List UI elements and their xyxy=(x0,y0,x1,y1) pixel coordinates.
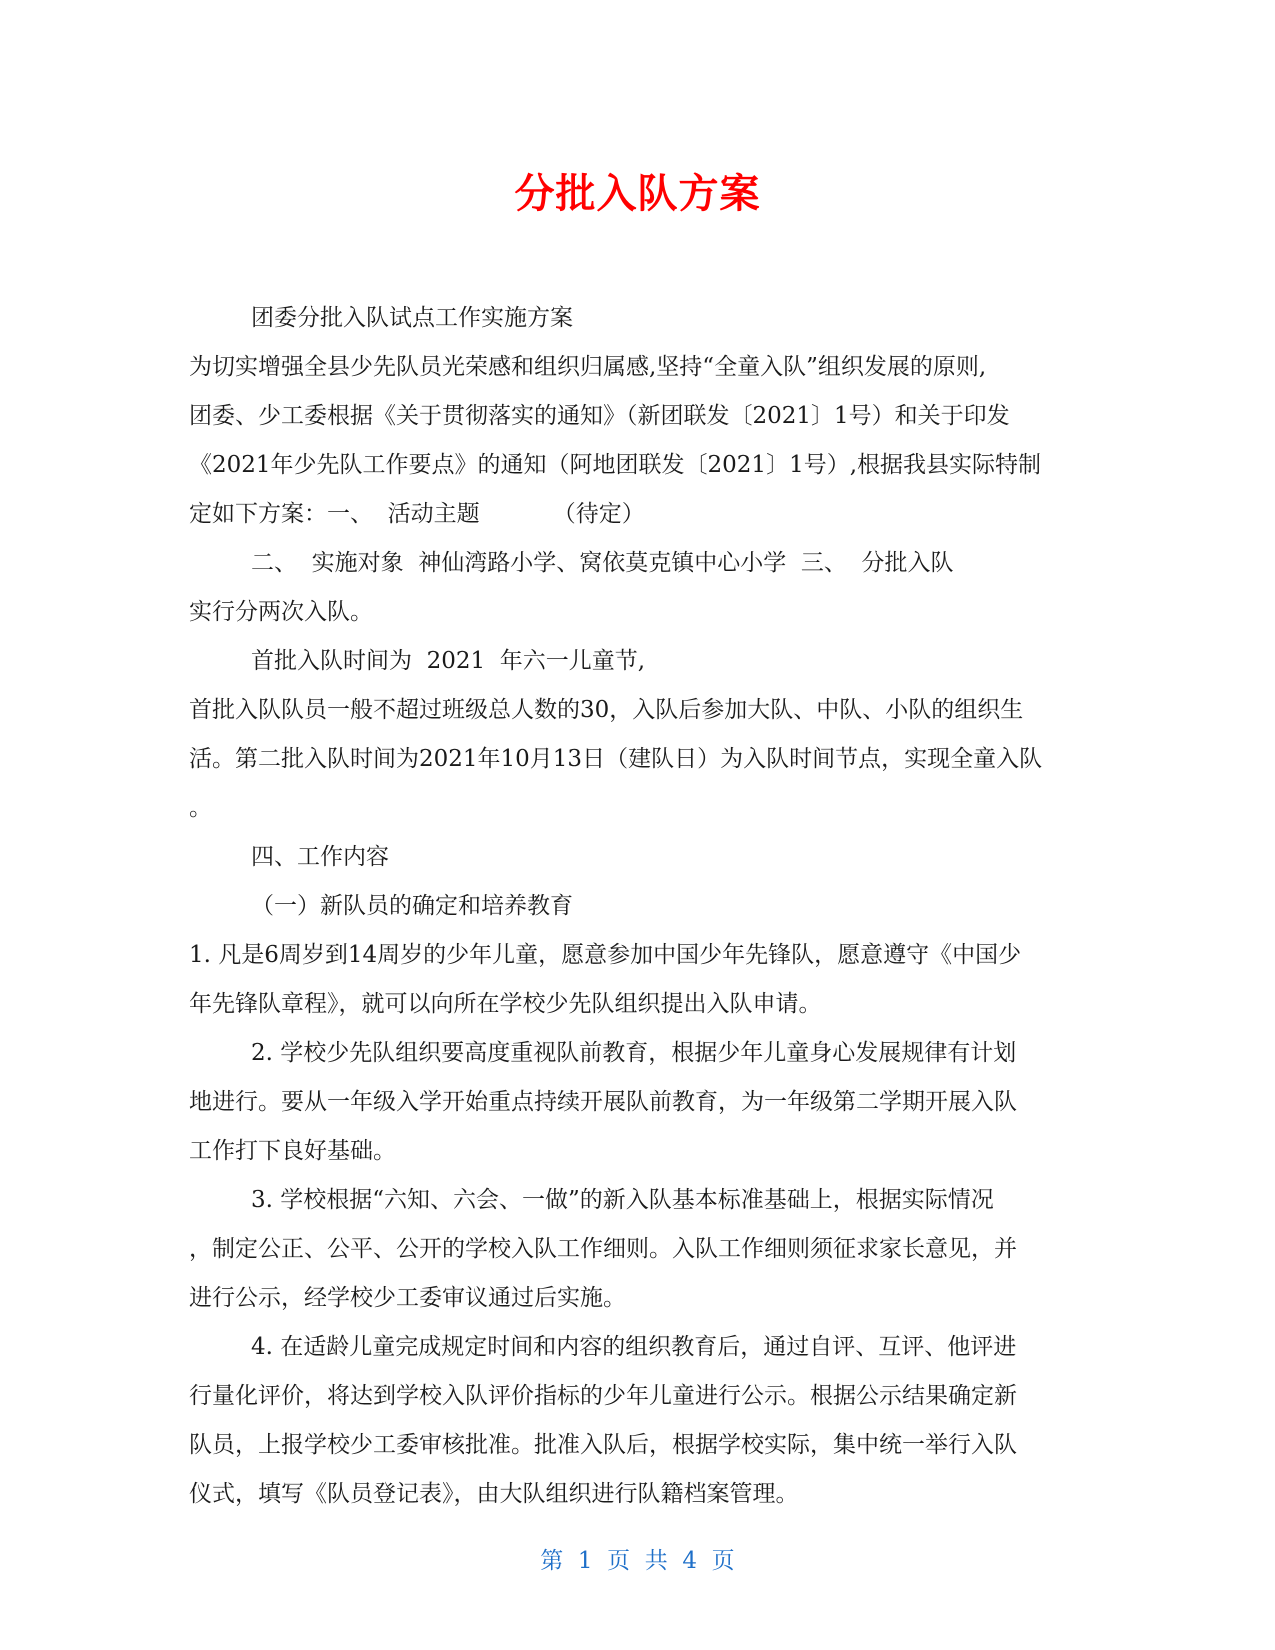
document-title: 分批入队方案 xyxy=(514,171,761,217)
paragraph-line: 行量化评价，将达到学校入队评价指标的少年儿童进行公示。根据公示结果确定新 xyxy=(189,1383,1017,1409)
paragraph-line: 首批入队时间为 2021 年六一儿童节, xyxy=(251,648,646,674)
paragraph-line: 团委分批入队试点工作实施方案 xyxy=(251,305,573,331)
paragraph-line: ，制定公正、公平、公开的学校入队工作细则。入队工作细则须征求家长意见，并 xyxy=(189,1236,1017,1262)
paragraph-line: 定如下方案：一、 活动主题 （待定） xyxy=(189,501,645,527)
paragraph-line: 活。第二批入队时间为2021年10月13日（建队日）为入队时间节点，实现全童入队 xyxy=(189,746,1043,772)
paragraph-line: 3. 学校根据“六知、六会、一做”的新入队基本标准基础上，根据实际情况 xyxy=(251,1187,994,1213)
paragraph-line: 团委、少工委根据《关于贯彻落实的通知》（新团联发〔2021〕1号）和关于印发 xyxy=(189,403,1010,429)
paragraph-line: 二、 实施对象 神仙湾路小学、窝依莫克镇中心小学 三、 分批入队 xyxy=(251,550,954,576)
paragraph-line: 2. 学校少先队组织要高度重视队前教育，根据少年儿童身心发展规律有计划 xyxy=(251,1040,1017,1066)
paragraph-line: 队员，上报学校少工委审核批准。批准入队后，根据学校实际，集中统一举行入队 xyxy=(189,1432,1017,1458)
paragraph-line: 为切实增强全县少先队员光荣感和组织归属感,坚持“全童入队”组织发展的原则, xyxy=(189,354,987,380)
paragraph-line: 1. 凡是6周岁到14周岁的少年儿童，愿意参加中国少年先锋队，愿意遵守《中国少 xyxy=(189,942,1022,968)
paragraph-line: 4. 在适龄儿童完成规定时间和内容的组织教育后，通过自评、互评、他评进 xyxy=(251,1334,1017,1360)
paragraph-line: 仪式，填写《队员登记表》，由大队组织进行队籍档案管理。 xyxy=(189,1481,799,1507)
paragraph-line: 年先锋队章程》，就可以向所在学校少先队组织提出入队申请。 xyxy=(189,991,822,1017)
paragraph-line: 首批入队队员一般不超过班级总人数的30，入队后参加大队、中队、小队的组织生 xyxy=(189,697,1024,723)
page-number-footer: 第 1 页 共 4 页 xyxy=(540,1548,735,1574)
paragraph-line: 《2021年少先队工作要点》的通知（阿地团联发〔2021〕1号）,根据我县实际特制 xyxy=(189,452,1042,478)
paragraph-line: 。 xyxy=(189,795,212,821)
document-body xyxy=(189,294,1089,1519)
paragraph-line: 实行分两次入队。 xyxy=(189,599,373,625)
subsection-heading: （一）新队员的确定和培养教育 xyxy=(251,893,573,919)
paragraph-line: 进行公示，经学校少工委审议通过后实施。 xyxy=(189,1285,626,1311)
paragraph-line: 地进行。要从一年级入学开始重点持续开展队前教育，为一年级第二学期开展入队 xyxy=(189,1089,1017,1115)
paragraph-line: 工作打下良好基础。 xyxy=(189,1138,396,1164)
section-heading: 四、工作内容 xyxy=(251,844,389,870)
